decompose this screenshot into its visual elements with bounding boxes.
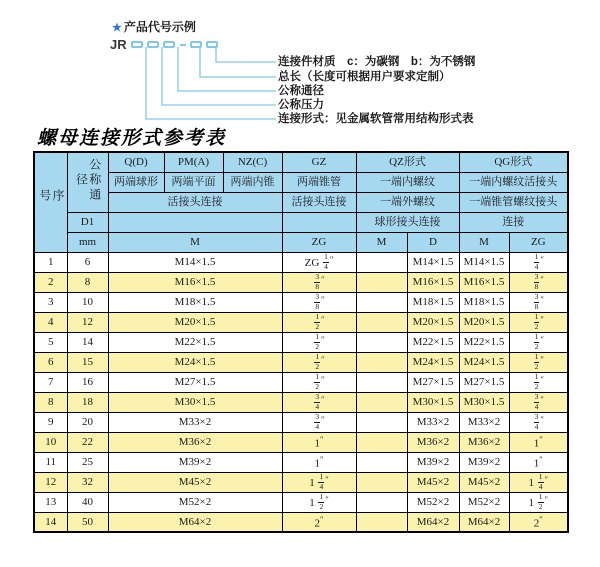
no-cell: 12 — [34, 472, 67, 492]
gz-zg-cell: 1″ — [282, 432, 356, 452]
qg-m-cell: M22×1.5 — [459, 332, 509, 352]
no-cell: 14 — [34, 512, 67, 532]
qz-d-cell: M14×1.5 — [407, 252, 459, 272]
gz-conn-header: 活接头连接 — [282, 192, 356, 212]
qg-m-cell: M39×2 — [459, 452, 509, 472]
qg-m-cell: M64×2 — [459, 512, 509, 532]
qg-m-cell: M36×2 — [459, 432, 509, 452]
seq-header-cell — [34, 152, 67, 252]
gz-zg-cell: 2″ — [282, 512, 356, 532]
header-row-1 — [34, 152, 568, 172]
dn-cell: 14 — [67, 332, 108, 352]
qz-d-cell: M18×1.5 — [407, 292, 459, 312]
dn-cell: 40 — [67, 492, 108, 512]
sub-nz-header: 两端内锥 — [223, 172, 282, 192]
table-title: 螺母连接形式参考表 — [37, 128, 227, 149]
qg-zg-cell: 1 $\frac{1}{2}$ ″ — [509, 492, 568, 512]
mm-header: mm — [67, 232, 108, 252]
no-cell: 11 — [34, 452, 67, 472]
qg-zg-cell: $\frac{3}{4}$ ″ — [509, 392, 568, 412]
table-row — [34, 392, 568, 412]
no-cell: 6 — [34, 352, 67, 372]
table-row — [34, 272, 568, 292]
gz-zg-cell: $\frac{1}{2}$ ″ — [282, 372, 356, 392]
m-cell: M33×2 — [108, 412, 282, 432]
code-label-conn-form: 连接形式：见金属软管常用结构形式表 — [278, 113, 474, 125]
header-row-5 — [34, 232, 568, 252]
dn-cell: 18 — [67, 392, 108, 412]
code-row — [110, 37, 222, 52]
table-row — [34, 372, 568, 392]
table-row — [34, 352, 568, 372]
qz-m-cell — [356, 332, 407, 352]
col-q-header: Q(D) — [108, 152, 164, 172]
dn-cell: 8 — [67, 272, 108, 292]
qz-m-cell — [356, 272, 407, 292]
m-cell: M14×1.5 — [108, 252, 282, 272]
table-row — [34, 252, 568, 272]
m-cell: M27×1.5 — [108, 372, 282, 392]
no-cell: 13 — [34, 492, 67, 512]
sub-qg2-header: 一端锥管螺纹接头 — [459, 192, 568, 212]
m-cell: M22×1.5 — [108, 332, 282, 352]
code-label-pressure: 公称压力 — [278, 99, 324, 111]
qz-d-cell: M52×2 — [407, 492, 459, 512]
col-gz-header: GZ — [282, 152, 356, 172]
m-cell: M45×2 — [108, 472, 282, 492]
qz-m-cell — [356, 292, 407, 312]
qz-m-cell — [356, 312, 407, 332]
qz-m-cell — [356, 412, 407, 432]
gz-zg-cell: ZG $\frac{1}{4}$ ″ — [282, 252, 356, 272]
qz-m-header: M — [356, 232, 407, 252]
qg-zg-cell: $\frac{3}{8}$ ″ — [509, 292, 568, 312]
qg-m-cell: M27×1.5 — [459, 372, 509, 392]
dn-cell: 12 — [67, 312, 108, 332]
qg-zg-cell: $\frac{3}{4}$ ″ — [509, 412, 568, 432]
qg-zg-cell: $\frac{1}{4}$ ″ — [509, 252, 568, 272]
sub-qz2-header: 一端外螺纹 — [356, 192, 459, 212]
no-cell: 3 — [34, 292, 67, 312]
qg-zg-cell: 1 $\frac{1}{4}$ ″ — [509, 472, 568, 492]
qz-m-cell — [356, 452, 407, 472]
sub-qz1-header: 一端内螺纹 — [356, 172, 459, 192]
gz-zg-cell: 1 $\frac{1}{4}$ ″ — [282, 472, 356, 492]
code-dash — [180, 44, 186, 46]
qz-m-cell — [356, 372, 407, 392]
no-cell: 4 — [34, 312, 67, 332]
qg-zg-cell: $\frac{1}{2}$ ″ — [509, 332, 568, 352]
qg-m-cell: M24×1.5 — [459, 352, 509, 372]
header-row-3 — [34, 192, 568, 212]
qg-zg-cell: $\frac{1}{2}$ ″ — [509, 352, 568, 372]
code-label-material: 连接件材质 c：为碳钢 b：为不锈钢 — [278, 56, 476, 68]
seq-header-label: 序号 — [37, 188, 65, 231]
sub-qg1-header: 一端内螺纹活接头 — [459, 172, 568, 192]
gz-zg-cell: $\frac{3}{4}$ ″ — [282, 412, 356, 432]
qg-m-cell: M20×1.5 — [459, 312, 509, 332]
qz-conn-header: 球形接头连接 — [356, 212, 459, 232]
table-row — [34, 432, 568, 452]
qz-d-cell: M27×1.5 — [407, 372, 459, 392]
gz-zg-cell: $\frac{3}{4}$ ″ — [282, 392, 356, 412]
table-body — [34, 252, 568, 532]
code-box — [147, 41, 159, 48]
dn-cell: 32 — [67, 472, 108, 492]
qg-zg-cell: 1″ — [509, 432, 568, 452]
qz-m-cell — [356, 492, 407, 512]
dn-cell: 6 — [67, 252, 108, 272]
qg-m-cell: M52×2 — [459, 492, 509, 512]
code-box — [163, 41, 175, 48]
qg-m-cell: M16×1.5 — [459, 272, 509, 292]
qz-m-cell — [356, 512, 407, 532]
qg-m-cell: M18×1.5 — [459, 292, 509, 312]
qg-zg-cell: $\frac{1}{2}$ ″ — [509, 312, 568, 332]
qz-m-cell — [356, 252, 407, 272]
m-cell: M64×2 — [108, 512, 282, 532]
qz-m-cell — [356, 472, 407, 492]
gz-zg-cell: $\frac{1}{2}$ ″ — [282, 332, 356, 352]
col-pm-header: PM(A) — [164, 152, 223, 172]
dn-cell: 10 — [67, 292, 108, 312]
no-cell: 5 — [34, 332, 67, 352]
qz-d-cell: M22×1.5 — [407, 332, 459, 352]
qz-d-cell: M45×2 — [407, 472, 459, 492]
qz-d-cell: M16×1.5 — [407, 272, 459, 292]
no-cell: 9 — [34, 412, 67, 432]
m-cell: M16×1.5 — [108, 272, 282, 292]
dn-cell: 22 — [67, 432, 108, 452]
dn-cell: 20 — [67, 412, 108, 432]
sub-pm-header: 两端平面 — [164, 172, 223, 192]
m-cell: M36×2 — [108, 432, 282, 452]
qg-zg-cell: 1″ — [509, 452, 568, 472]
code-label-length: 总长（长度可根据用户要求定制） — [278, 71, 451, 83]
qz-d-cell: M33×2 — [407, 412, 459, 432]
diagram-title-text: 产品代号示例 — [123, 20, 196, 34]
gz-zg-cell: $\frac{3}{8}$ ″ — [282, 292, 356, 312]
table-row — [34, 452, 568, 472]
d1-header: D1 — [67, 212, 108, 232]
empty-cell — [108, 212, 282, 232]
gz-zg-cell: $\frac{3}{8}$ ″ — [282, 272, 356, 292]
table-row — [34, 512, 568, 532]
empty-cell — [282, 212, 356, 232]
qz-d-header: D — [407, 232, 459, 252]
dn-header-cell — [67, 152, 108, 212]
code-prefix: JR — [110, 37, 127, 52]
qg-zg-cell: $\frac{3}{8}$ ″ — [509, 272, 568, 292]
nut-connection-table — [33, 151, 569, 533]
table-row — [34, 292, 568, 312]
table-row — [34, 332, 568, 352]
table-row — [34, 492, 568, 512]
qz-m-cell — [356, 392, 407, 412]
m-cell: M52×2 — [108, 492, 282, 512]
union-conn-header: 活接头连接 — [108, 192, 282, 212]
qz-m-cell — [356, 352, 407, 372]
m-cell: M20×1.5 — [108, 312, 282, 332]
header-row-4 — [34, 212, 568, 232]
header-row-2 — [34, 172, 568, 192]
m-cell: M18×1.5 — [108, 292, 282, 312]
code-box — [131, 41, 143, 48]
qg-m-cell: M30×1.5 — [459, 392, 509, 412]
sub-q-header: 两端球形 — [108, 172, 164, 192]
code-label-diameter: 公称通径 — [278, 85, 324, 97]
no-cell: 8 — [34, 392, 67, 412]
sub-gz-header: 两端锥管 — [282, 172, 356, 192]
m-cell: M39×2 — [108, 452, 282, 472]
qg-zg-cell: $\frac{1}{2}$ ″ — [509, 372, 568, 392]
qg-conn-header: 连接 — [459, 212, 568, 232]
no-cell: 2 — [34, 272, 67, 292]
no-cell: 10 — [34, 432, 67, 452]
no-cell: 1 — [34, 252, 67, 272]
gz-zg-cell: $\frac{1}{2}$ ″ — [282, 312, 356, 332]
qg-m-cell: M14×1.5 — [459, 252, 509, 272]
dn-header-label: 公称通径 — [74, 158, 102, 204]
qz-d-cell: M64×2 — [407, 512, 459, 532]
star-icon: ★ — [112, 22, 122, 34]
gz-zg-cell: 1″ — [282, 452, 356, 472]
qg-m-header: M — [459, 232, 509, 252]
col-qz-header: QZ形式 — [356, 152, 459, 172]
qg-zg-cell: 2″ — [509, 512, 568, 532]
qz-d-cell: M30×1.5 — [407, 392, 459, 412]
code-box — [190, 41, 202, 48]
dn-cell: 50 — [67, 512, 108, 532]
qz-d-cell: M36×2 — [407, 432, 459, 452]
no-cell: 7 — [34, 372, 67, 392]
dn-cell: 25 — [67, 452, 108, 472]
dn-cell: 16 — [67, 372, 108, 392]
qz-d-cell: M20×1.5 — [407, 312, 459, 332]
table-row — [34, 312, 568, 332]
qg-m-cell: M45×2 — [459, 472, 509, 492]
m-cell: M30×1.5 — [108, 392, 282, 412]
table-row — [34, 412, 568, 432]
dn-cell: 15 — [67, 352, 108, 372]
zg-header: ZG — [282, 232, 356, 252]
gz-zg-cell: 1 $\frac{1}{2}$ ″ — [282, 492, 356, 512]
col-qg-header: QG形式 — [459, 152, 568, 172]
col-nz-header: NZ(C) — [223, 152, 282, 172]
m-header: M — [108, 232, 282, 252]
qz-d-cell: M39×2 — [407, 452, 459, 472]
qg-m-cell: M33×2 — [459, 412, 509, 432]
qg-zg-header: ZG — [509, 232, 568, 252]
m-cell: M24×1.5 — [108, 352, 282, 372]
qz-m-cell — [356, 432, 407, 452]
table-row — [34, 472, 568, 492]
code-box — [206, 41, 218, 48]
gz-zg-cell: $\frac{1}{2}$ ″ — [282, 352, 356, 372]
qz-d-cell: M24×1.5 — [407, 352, 459, 372]
